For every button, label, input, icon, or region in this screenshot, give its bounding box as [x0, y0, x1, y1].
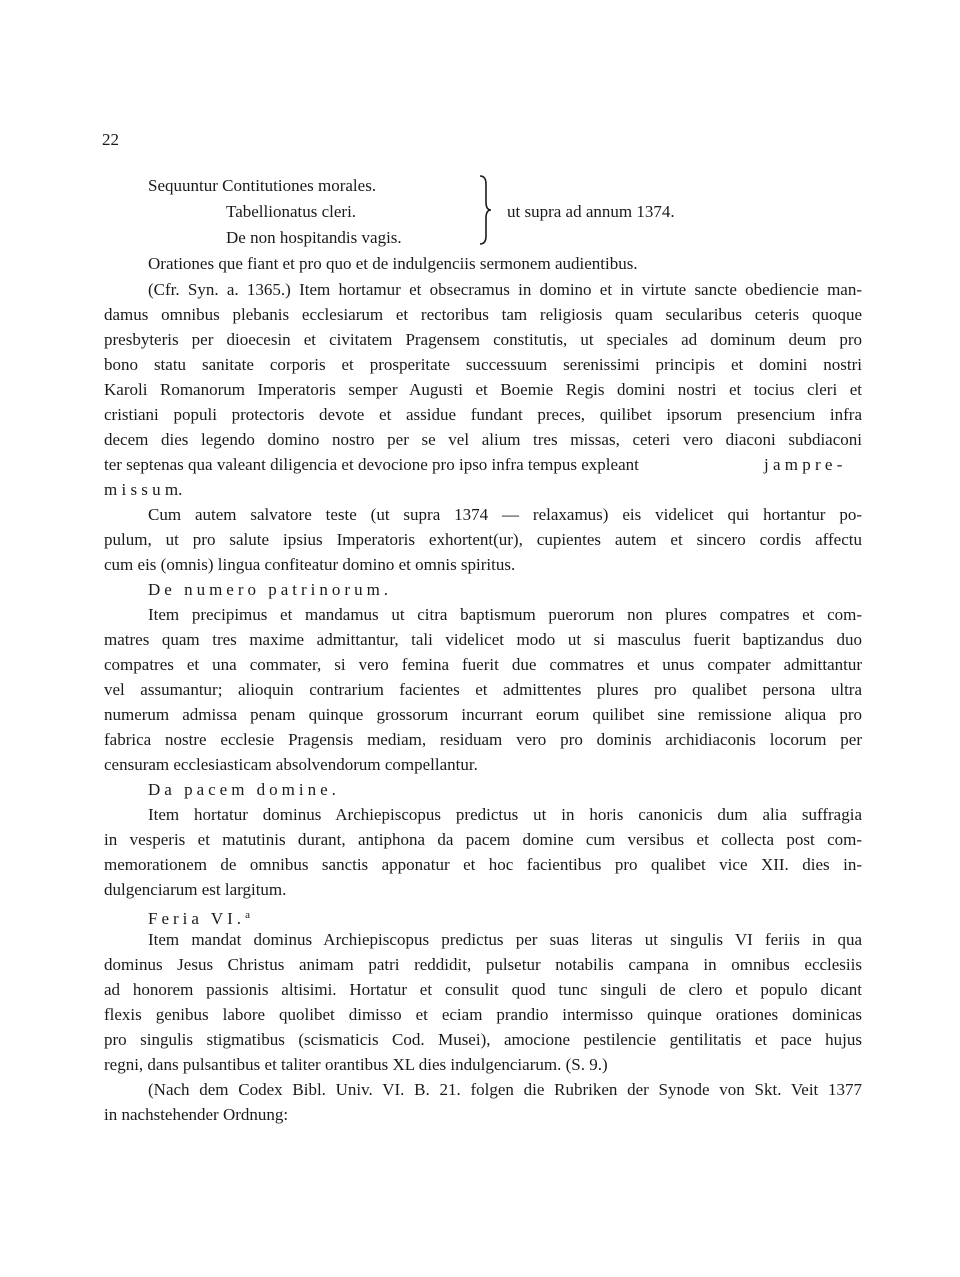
header-brace-note: ut supra ad annum 1374.	[507, 202, 675, 221]
para-4-line: memorationem de omnibus sanctis apponatur et hoc facientibus pro qualibet vice XII. dies in-	[104, 855, 862, 874]
para-1-line: ter septenas qua valeant diligencia et devocione pro ipso infra tempus expleant	[104, 455, 639, 474]
para-1-line: cristiani populi protectoris devote et assidue fundant preces, quilibet ipsorum presencium infra	[104, 405, 862, 424]
para-3-line: censuram ecclesiasticam absolvendorum compellantur.	[104, 755, 478, 774]
para-3-line: compatres et una commater, si vero femina fuerit due commatres et unus compater admittantur	[104, 655, 862, 674]
para-2-line: Cum autem salvatore teste (ut supra 1374 — relaxamus) eis videlicet qui hortantur po-	[148, 505, 862, 524]
page-number: 22	[102, 130, 119, 149]
para-6-line: (Nach dem Codex Bibl. Univ. VI. B. 21. folgen die Rubriken der Synode von Skt. Veit 1377	[148, 1080, 862, 1099]
para-3-line: fabrica nostre ecclesie Pragensis mediam, residuam vero pro dominis archidiaconis locorum per	[104, 730, 862, 749]
para-2-line: pulum, ut pro salute ipsius Imperatoris exhortent(ur), cupientes autem et sincero cordis affectu	[104, 530, 862, 549]
para-5-line: Item mandat dominus Archiepiscopus predictus per suas literas ut singulis VI feriis in qua	[148, 930, 862, 949]
feria-heading-superscript: a	[245, 909, 254, 921]
para-1-line: (Cfr. Syn. a. 1365.) Item hortamur et obsecramus in domino et in virtute sancte obediencie man-	[148, 280, 862, 299]
para-1-line: damus omnibus plebanis ecclesiarum et rectoribus tam religiosis quam secularibus ceteris quoque	[104, 305, 862, 324]
brace-icon	[478, 174, 492, 246]
header-heading: Sequuntur Contitutiones morales.	[148, 176, 377, 195]
section-heading-feria	[148, 905, 254, 929]
para-1-line: presbyteris per dioecesin et civitatem Pragensem constitutis, ut speciales ad dominum deum pro	[104, 330, 862, 349]
header-item-1: Tabellionatus cleri.	[226, 202, 357, 221]
feria-heading-text: Feria VI.	[148, 909, 246, 928]
para-3-line: matres quam tres maxime admittantur, tali videlicet modo ut si masculus fuerit baptizandus duo	[104, 630, 862, 649]
para-1-line: decem dies legendo domino nostro per se vel alium tres missas, ceteri vero diaconi subdiaconi	[104, 430, 862, 449]
para-3-line: Item precipimus et mandamus ut citra baptismum puerorum non plures compatres et com-	[148, 605, 862, 624]
para-3-line: numerum admissa penam quinque grossorum incurrant eorum quilibet sine remissione aliqua pro	[104, 705, 862, 724]
header-item-2: De non hospitandis vagis.	[226, 228, 402, 247]
para-4-line: dulgenciarum est largitum.	[104, 880, 287, 899]
para-5-line: pro singulis stigmatibus (scismaticis Cod. Musei), amocione pestilencie gentilitatis et pace hujus	[104, 1030, 862, 1049]
para-5-line: flexis genibus labore quolibet dimisso et eciam prandio intermisso quinque orationes dominicas	[104, 1005, 862, 1024]
para-1-line: Karoli Romanorum Imperatoris semper Augusti et Boemie Regis domini nostri et tocius cleri et	[104, 380, 862, 399]
para-1-spaced-end-2: m i s s u m.	[104, 480, 183, 499]
para-1-spaced-end: j a m p r e -	[764, 455, 843, 474]
section-heading-patrinorum: De numero patrinorum.	[148, 580, 393, 599]
header-line-4: Orationes que fiant et pro quo et de indulgenciis sermonem audientibus.	[148, 254, 638, 273]
para-6-line: in nachstehender Ordnung:	[104, 1105, 289, 1124]
para-3-line: vel assumantur; alioquin contrarium facientes et admittentes plures pro qualibet persona ultra	[104, 680, 862, 699]
para-4-line: Item hortatur dominus Archiepiscopus predictus ut in horis canonicis dum alia suffragia	[148, 805, 862, 824]
para-2-line: cum eis (omnis) lingua confiteatur domino et omnis spiritus.	[104, 555, 516, 574]
section-heading-da-pacem: Da pacem domine.	[148, 780, 340, 799]
para-5-line: ad honorem passionis altisimi. Hortatur et consulit quod tunc singuli de clero et populo dicant	[104, 980, 862, 999]
para-4-line: in vesperis et matutinis durant, antiphona da pacem domine cum versibus et collecta post com-	[104, 830, 862, 849]
para-5-line: dominus Jesus Christus animam patri reddidit, pulsetur notabilis campana in omnibus ecclesiis	[104, 955, 862, 974]
para-5-line: regni, dans pulsantibus et taliter orantibus XL dies indulgenciarum. (S. 9.)	[104, 1055, 608, 1074]
para-1-line: bono statu sanitate corporis et prosperitate successuum serenissimi principis et domini nostri	[104, 355, 862, 374]
